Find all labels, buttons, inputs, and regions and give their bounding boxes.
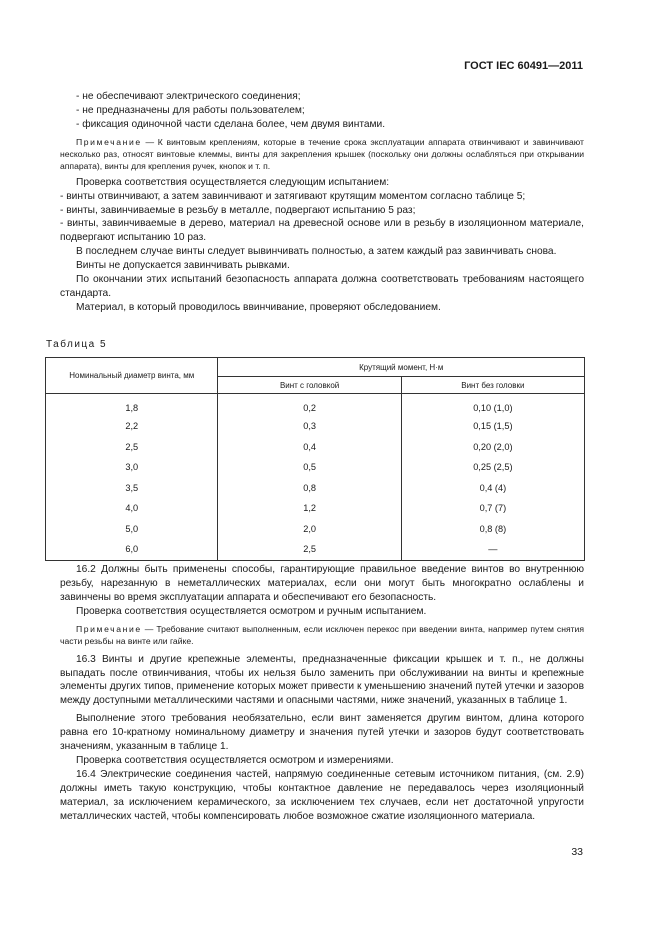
page-number: 33	[571, 846, 583, 858]
cell-diameter: 3,5	[46, 478, 218, 499]
cell-without-head: 0,10 (1,0)	[401, 394, 584, 417]
cell-diameter: 4,0	[46, 498, 218, 519]
cell-diameter: 2,2	[46, 416, 218, 437]
cell-without-head: 0,20 (2,0)	[401, 437, 584, 458]
cell-with-head: 0,2	[218, 394, 401, 417]
paragraph: Проверка соответствия осуществляется осмотром и ручным испытанием.	[76, 605, 427, 617]
paragraph: Проверка соответствия осуществляется следующим испытанием:	[76, 176, 390, 188]
cell-with-head: 0,4	[218, 437, 401, 458]
paragraph: - винты отвинчивают, а затем завинчивают и затягивают крутящим моментом согласно таблице 5;	[60, 190, 526, 202]
note-2	[60, 623, 584, 647]
table-caption: Таблица 5	[46, 339, 108, 350]
paragraph-16-2: 16.2 Должны быть применены способы, гарантирующие правильное введение винтов во внутреннюю резьбу, нарезанную в неметаллических материалах, если они могут быть многократно ослаблены и завинчены во время эксплуатации аппарата и обеспечивают его безопасность.	[60, 564, 584, 603]
cell-with-head: 0,8	[218, 478, 401, 499]
table-row	[46, 457, 585, 478]
list-item: - не обеспечивают электрического соединения;	[76, 91, 301, 102]
list-item: - фиксация одиночной части сделана более, чем двумя винтами.	[76, 118, 386, 130]
table-row	[46, 416, 585, 437]
cell-with-head: 2,5	[218, 539, 401, 560]
paragraph: Винты не допускается завинчивать рывками.	[76, 260, 290, 272]
table-row	[46, 498, 585, 519]
cell-diameter: 6,0	[46, 539, 218, 560]
paragraph-16-3: 16.3 Винты и другие крепежные элементы, предназначенные фиксации крышек и т. п., не должны выпадать после отвинчивания, чтобы их нельзя было заменить при обслуживании на винты и крепежные элементы других типов, применение которых может привести к уменьшению значений путей утечки и зазоров между доступными металлическими частями и опасными частями, ниже значений, указанных в таблице 1.	[60, 653, 584, 707]
cell-with-head: 1,2	[218, 498, 401, 519]
paragraph: Выполнение этого требования необязательно, если винт заменяется другим винтом, длина которого равна его 10-кратному номинальному диаметру и значения путей утечки и зазоров будут соответствовать значениям, указанным в таблице 1.	[60, 713, 584, 753]
cell-diameter: 3,0	[46, 457, 218, 478]
table-row	[46, 539, 585, 560]
paragraph: - винты, завинчиваемые в резьбу в металле, подвергают испытанию 5 раз;	[60, 204, 416, 216]
note-label: Примечание	[76, 623, 142, 634]
note-text: — Требование считают выполненным, если исключен перекос при введении винта, например путем снятия части резьбы на винте или гайке.	[60, 623, 584, 646]
note-1	[60, 136, 584, 172]
paragraph: - винты, завинчиваемые в дерево, материал на древесной основе или в резьбу в изоляционном материале, подвергают испытанию 10 раз.	[60, 218, 584, 244]
paragraph-16-4: 16.4 Электрические соединения частей, напрямую соединенные сетевым источником питания, (см. 2.9) должны иметь такую конструкцию, чтобы контактное давление не передавалось через изоляционный материал, за исключением керамического, за исключением тех случаев, если нет достаточной упругости металлических частей, чтобы компенсировать любое возможное сжатие изоляционного материала.	[60, 768, 584, 822]
torque-table	[45, 357, 585, 561]
table-row	[46, 437, 585, 458]
cell-without-head: 0,4 (4)	[401, 478, 584, 499]
table-row	[46, 519, 585, 540]
cell-diameter: 5,0	[46, 519, 218, 540]
note-text: — К винтовым креплениям, которые в течение срока эксплуатации аппарата отвинчивают и завинчивают несколько раз, относят винтовые клеммы, винты для закрепления крышек (поскольку они должны ослабляться при открывании аппарата), винты для крепления ручек, кнопок и т. п.	[60, 136, 584, 171]
paragraph: В последнем случае винты следует вывинчивать полностью, а затем каждый раз завинчивать снова.	[76, 246, 557, 258]
cell-without-head: 0,25 (2,5)	[401, 457, 584, 478]
cell-without-head: —	[401, 539, 584, 560]
text-block-2	[60, 563, 584, 824]
list-item: - не предназначены для работы пользователем;	[76, 104, 305, 116]
table-row	[46, 478, 585, 499]
paragraph: Проверка соответствия осуществляется осмотром и измерениями.	[76, 754, 394, 766]
paragraph: Материал, в который проводилось ввинчивание, проверяют обследованием.	[76, 301, 441, 313]
standard-header: ГОСТ IEC 60491—2011	[464, 60, 583, 72]
cell-diameter: 1,8	[46, 394, 218, 417]
cell-with-head: 0,5	[218, 457, 401, 478]
note-label: Примечание	[76, 136, 142, 147]
col-without-head-header: Винт без головки	[401, 377, 584, 394]
text-block-1	[60, 90, 584, 315]
cell-diameter: 2,5	[46, 437, 218, 458]
col-diameter-header: Номинальный диаметр винта, мм	[46, 358, 218, 394]
paragraph: По окончании этих испытаний безопасность аппарата должна соответствовать требованиям настоящего стандарта.	[60, 274, 584, 299]
cell-with-head: 2,0	[218, 519, 401, 540]
cell-without-head: 0,7 (7)	[401, 498, 584, 519]
cell-without-head: 0,15 (1,5)	[401, 416, 584, 437]
col-with-head-header: Винт с головкой	[218, 377, 401, 394]
torque-group-header: Крутящий момент, Н·м	[218, 358, 585, 377]
cell-with-head: 0,3	[218, 416, 401, 437]
cell-without-head: 0,8 (8)	[401, 519, 584, 540]
table-row	[46, 394, 585, 417]
